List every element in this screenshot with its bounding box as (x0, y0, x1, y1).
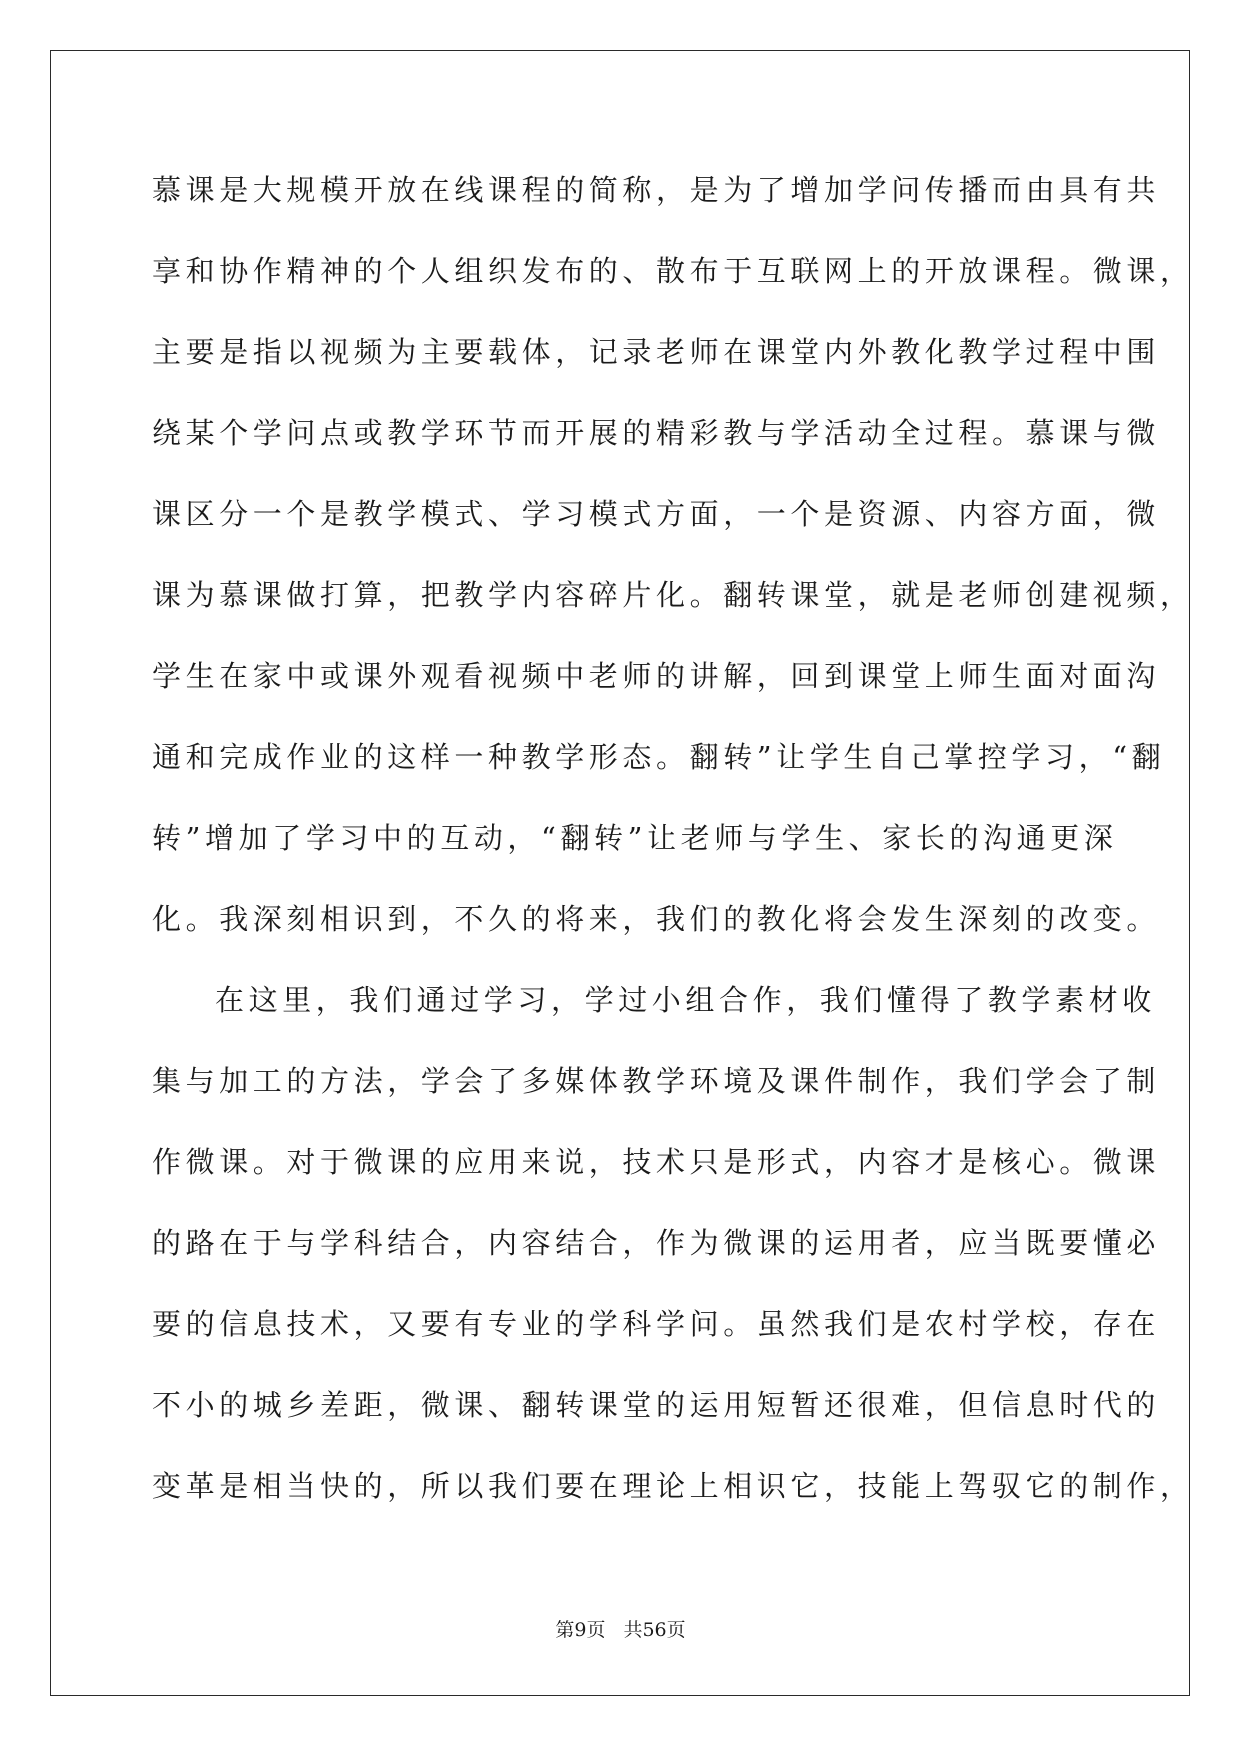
paragraph-2 (152, 970, 1194, 1537)
text-line: 课为慕课做打算，把教学内容碎片化。翻转课堂，就是老师创建视频， (152, 578, 1194, 612)
text-line: 的路在于与学科结合，内容结合，作为微课的运用者，应当既要懂必 (152, 1226, 1161, 1260)
text-line: 转”增加了学习中的互动，“翻转”让老师与学生、家长的沟通更深 (152, 821, 1118, 855)
page-number: 第9页 (555, 1619, 606, 1641)
text-line: 作微课。对于微课的应用来说，技术只是形式，内容才是核心。微课 (152, 1145, 1161, 1179)
text-line: 通和完成作业的这样一种教学形态。翻转”让学生自己掌控学习，“翻 (152, 740, 1166, 774)
text-line: 学生在家中或课外观看视频中老师的讲解，回到课堂上师生面对面沟 (152, 659, 1161, 693)
text-line: 在这里，我们通过学习，学过小组合作，我们懂得了教学素材收 (215, 983, 1156, 1017)
text-line: 慕课是大规模开放在线课程的简称，是为了增加学问传播而由具有共 (152, 173, 1161, 207)
text-line: 享和协作精神的个人组织发布的、散布于互联网上的开放课程。微课， (152, 254, 1194, 288)
page-footer (0, 1618, 1241, 1642)
text-line: 主要是指以视频为主要载体，记录老师在课堂内外教化教学过程中围 (152, 335, 1161, 369)
page-total: 共56页 (623, 1619, 686, 1641)
text-line: 要的信息技术，又要有专业的学科学问。虽然我们是农村学校，存在 (152, 1307, 1161, 1341)
text-line: 绕某个学问点或教学环节而开展的精彩教与学活动全过程。慕课与微 (152, 416, 1161, 450)
text-line: 课区分一个是教学模式、学习模式方面，一个是资源、内容方面，微 (152, 497, 1161, 531)
text-line: 变革是相当快的，所以我们要在理论上相识它，技能上驾驭它的制作， (152, 1469, 1194, 1503)
document-body (152, 160, 1194, 1537)
text-line: 集与加工的方法，学会了多媒体教学环境及课件制作，我们学会了制 (152, 1064, 1161, 1098)
text-line: 不小的城乡差距，微课、翻转课堂的运用短暂还很难，但信息时代的 (152, 1388, 1161, 1422)
paragraph-1 (152, 160, 1194, 970)
text-line: 化。我深刻相识到，不久的将来，我们的教化将会发生深刻的改变。 (152, 902, 1161, 936)
